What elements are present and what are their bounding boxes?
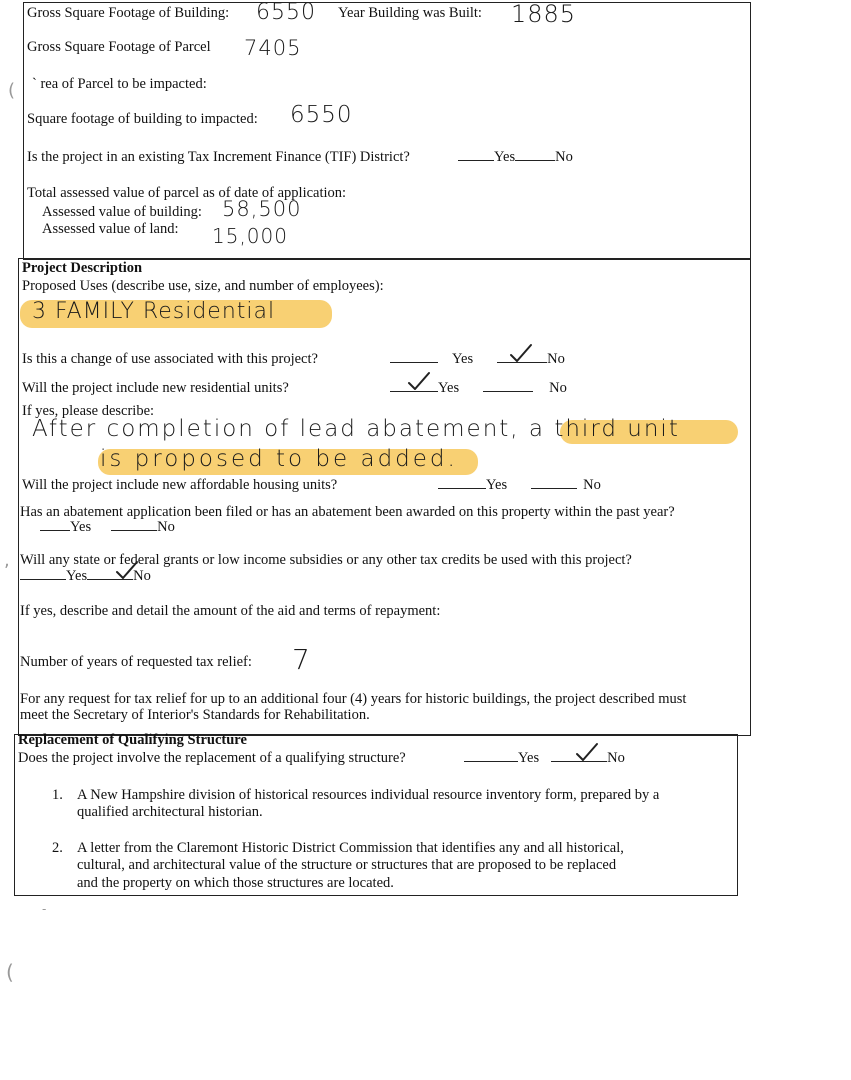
checkmark-icon [576, 742, 598, 762]
grants-answers: Yes No [20, 569, 151, 584]
scan-mark: ( [6, 960, 14, 984]
project-description-heading: Project Description [22, 260, 143, 276]
scan-mark: ( [8, 80, 16, 101]
proposed-uses-label: Proposed Uses (describe use, size, and number of employees): [22, 278, 384, 294]
describe-line2: is proposed to be added. [100, 446, 458, 472]
sqft-building-impacted-label: Square footage of building to impacted: [27, 111, 258, 127]
assessed-total-label: Total assessed value of parcel as of date of application: [27, 185, 347, 201]
sqft-building-impacted-value: 6550 [290, 102, 353, 128]
years-relief-value: 7 [292, 643, 311, 676]
replacement-item-line: A New Hampshire division of historical resources individual resource inventory form, prepared by a [77, 787, 660, 803]
scan-mark: , [4, 550, 10, 571]
historic-note-line2: meet the Secretary of Interior's Standards for Rehabilitation. [20, 707, 370, 723]
gross-sqft-parcel-label: Gross Square Footage of Parcel [27, 39, 211, 55]
proposed-uses-value: 3 FAMILY Residential [32, 299, 276, 324]
historic-note-line1: For any request for tax relief for up to an additional four (4) years for historic buildings, the project described must [20, 691, 687, 707]
replacement-heading: Replacement of Qualifying Structure [18, 732, 247, 748]
assessed-building-value: 58,500 [222, 197, 302, 221]
year-built-label: Year Building was Built: [338, 5, 482, 21]
assessed-land-value: 15,000 [212, 224, 288, 248]
replacement-item-number: 1. [52, 787, 63, 803]
change-of-use-question: Is this a change of use associated with this project? [22, 351, 318, 367]
assessed-land-label: Assessed value of land: [42, 221, 179, 237]
replacement-answers: Yes No [464, 751, 625, 766]
abatement-question: Has an abatement application been filed or has an abatement been awarded on this property within the past year? [20, 504, 675, 520]
replacement-item-line: cultural, and architectural value of the structure or structures that are proposed to be replaced [77, 857, 617, 873]
grants-question: Will any state or federal grants or low income subsidies or any other tax credits be used with this project? [20, 552, 632, 568]
replacement-item-number: 2. [52, 840, 63, 856]
gross-sqft-building-value: 6550 [256, 0, 316, 25]
describe-line1: After completion of lead abatement, a third unit [32, 416, 680, 442]
area-parcel-label: ` rea of Parcel to be impacted: [32, 76, 207, 92]
gross-sqft-building-label: Gross Square Footage of Building: [27, 5, 230, 21]
checkmark-icon [408, 371, 430, 391]
affordable-question: Will the project include new affordable housing units? [22, 477, 338, 493]
assessed-building-label: Assessed value of building: [42, 204, 202, 220]
years-relief-label: Number of years of requested tax relief: [20, 654, 252, 670]
new-residential-answers: Yes No [390, 381, 567, 396]
checkmark-icon [510, 343, 532, 363]
change-of-use-answers: Yes No [390, 352, 565, 367]
replacement-item-line: A letter from the Claremont Historic District Commission that identifies any and all historical, [77, 840, 624, 856]
replacement-question: Does the project involve the replacement of a qualifying structure? [18, 750, 406, 766]
gross-sqft-parcel-value: 7405 [244, 36, 302, 60]
replacement-item-line: qualified architectural historian. [77, 804, 263, 820]
aid-describe-label: If yes, describe and detail the amount of the aid and terms of repayment: [20, 603, 441, 619]
abatement-answers: Yes No [40, 520, 175, 535]
scan-mark: - [42, 902, 47, 916]
tif-question: Is the project in an existing Tax Increment Finance (TIF) District? [27, 149, 410, 165]
new-residential-question: Will the project include new residential units? [22, 380, 289, 396]
affordable-answers: Yes No [438, 478, 601, 493]
replacement-item-line: and the property on which those structures are located. [77, 875, 394, 891]
tif-answers: Yes No [458, 150, 573, 165]
if-yes-describe-label: If yes, please describe: [22, 403, 155, 419]
checkmark-icon [116, 560, 138, 580]
year-built-value: 1885 [511, 0, 577, 28]
